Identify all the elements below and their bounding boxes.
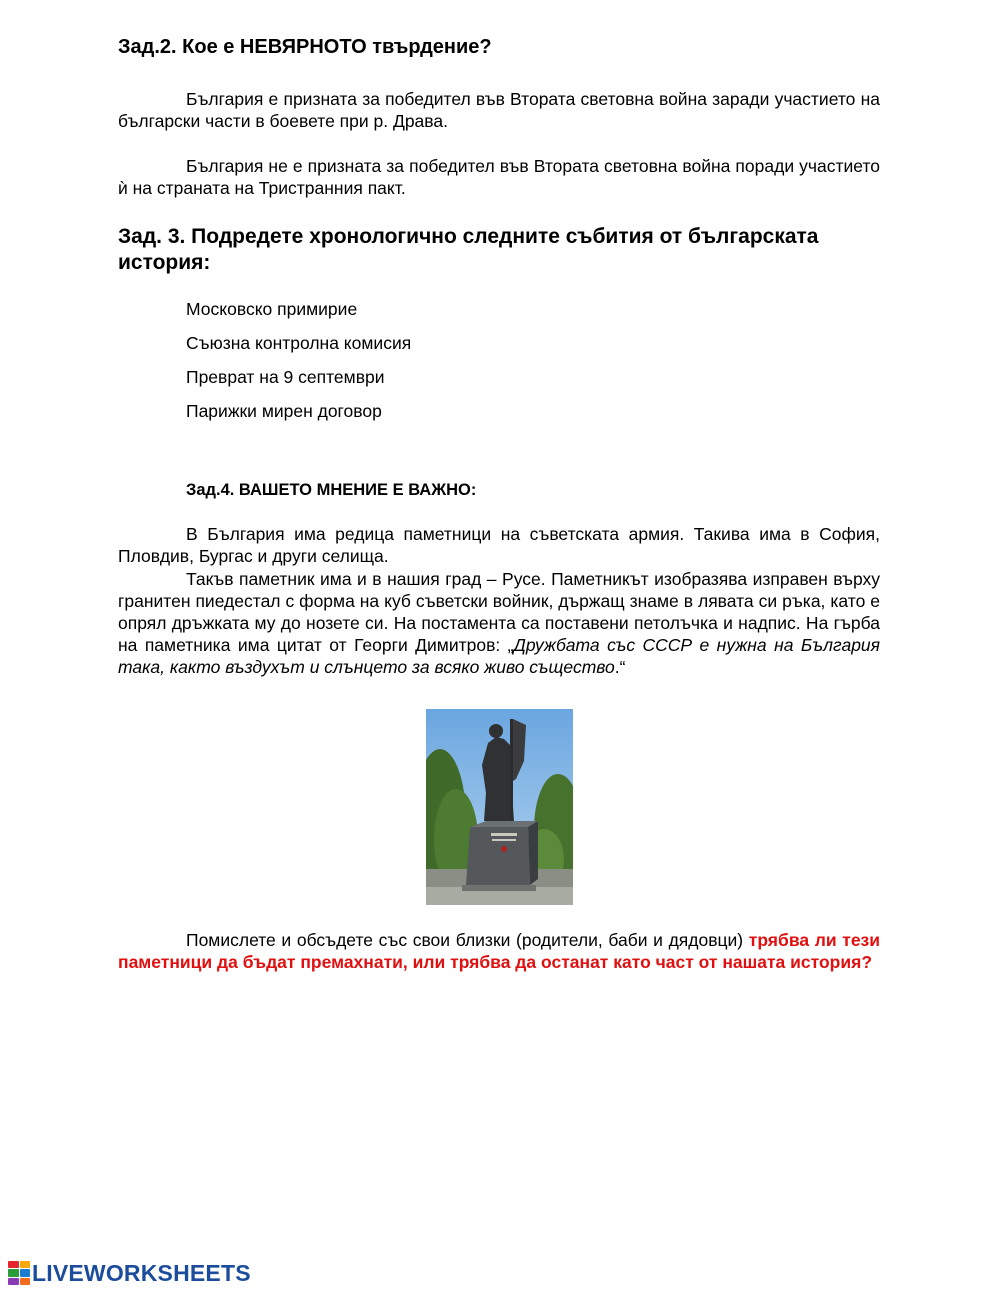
task2-statement-2 [118,155,880,199]
discussion-question: трябва ли тези паметници да бъдат премахнати, или трябва да останат като част от нашата история? [118,930,881,972]
logo-text: LIVEWORKSHEETS [32,1259,251,1286]
task4-title: Зад.4. ВАШЕТО МНЕНИЕ Е ВАЖНО: [186,481,477,499]
event-item[interactable]: Московско примирие [186,299,358,319]
liveworksheets-logo[interactable] [8,1259,251,1287]
task3-title: Зад. 3. Подредете хронологично следните събития от българската история: [118,225,819,274]
dimitrov-quote: Дружбата със СССР е нужна на България така, както въздухът и слънцето за всяко живо същество [118,635,881,677]
task4-paragraph-1 [118,523,880,567]
event-item[interactable]: Парижки мирен договор [186,401,382,421]
paragraph-3-text: Помислете и обсъдете със свои близки (родители, баби и дядовци) [186,930,749,950]
task4-question-paragraph [118,929,880,973]
event-item[interactable]: Съюзна контролна комисия [186,333,412,353]
paragraph-2-text: Такъв паметник има и в нашия град – Русе. Паметникът изобразява изправен върху гранитен пиедестал с форма на куб съветски войник, държащ знаме в лявата си ръка, като е опрял дръжката му до нозете си. На постамента са поставени петолъчка и надпис. На гърба на паметника има цитат от Георги Димитров: „ [118,569,880,655]
task3-event-list [186,298,411,434]
task2-statement-1 [118,88,880,132]
task4-paragraph-2 [118,568,880,678]
logo-grid-icon [8,1261,30,1285]
paragraph-2-end: .“ [614,657,626,677]
monument-photo [426,709,573,905]
paragraph-1-text: В България има редица паметници на съветската армия. Такива има в София, Пловдив, Бургас и други селища. [118,524,880,566]
event-item[interactable]: Преврат на 9 септември [186,367,385,387]
statement-1-text: България е призната за победител във Втората световна война заради участието на български части в боевете при р. Драва. [118,89,880,131]
task2-title: Зад.2. Кое е НЕВЯРНОТО твърдение? [118,36,492,58]
statement-2-text: България не е призната за победител във Втората световна война поради участието ѝ на страната на Тристранния пакт. [118,156,880,198]
